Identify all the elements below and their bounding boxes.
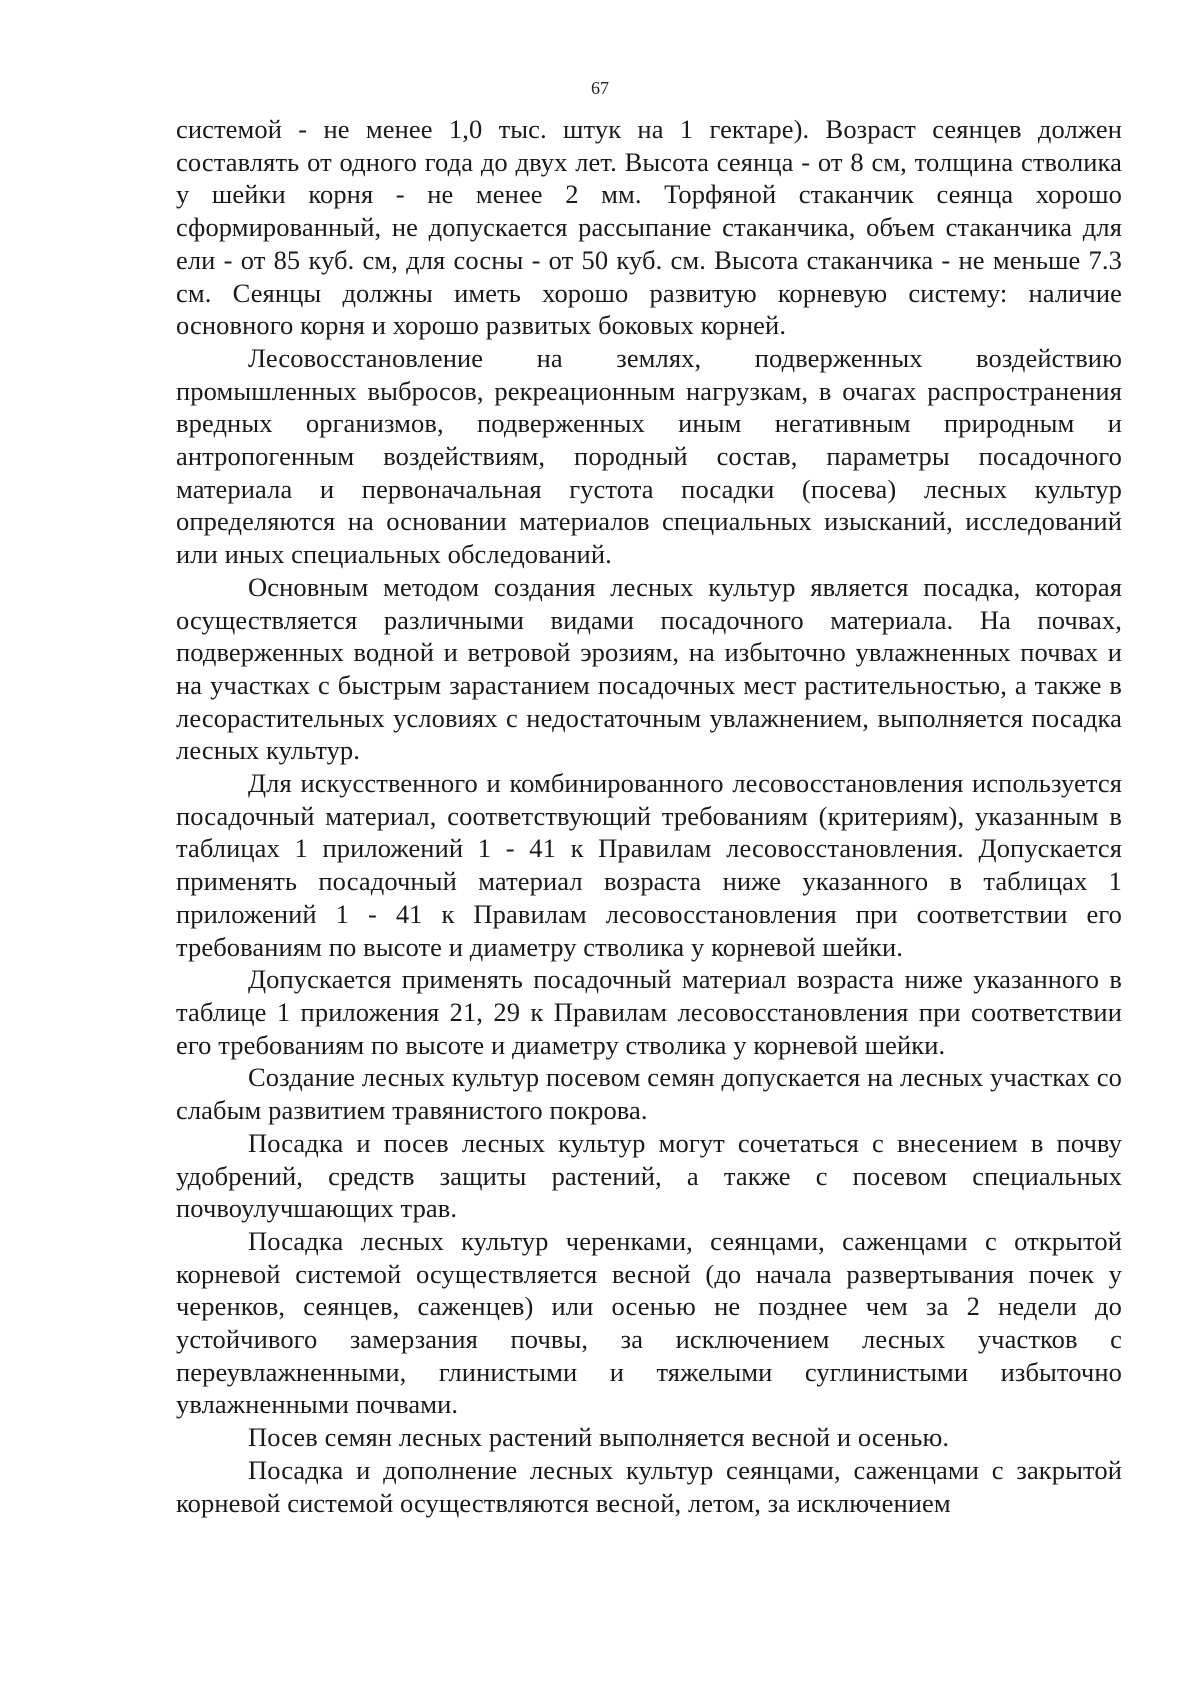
paragraph-7: Посадка и посев лесных культур могут сочетаться с внесением в почву удобрений, средств защиты растений, а также с посевом специальных почвоулучшающих трав. [176, 1127, 1122, 1224]
paragraph-3: Основным методом создания лесных культур является посадка, которая осуществляется различными видами посадочного материала. На почвах, подверженных водной и ветровой эрозиям, на избыточно увлажненных почвах и на участках с быстрым зарастанием посадочных мест растительностью, а также в лесорастительных условиях с недостаточным увлажнением, выполняется посадка лесных культур. [176, 571, 1122, 766]
paragraph-10: Посадка и дополнение лесных культур сеянцами, саженцами с закрытой корневой системой осуществляются весной, летом, за исключением [176, 1454, 1122, 1518]
paragraph-2: Лесовосстановление на землях, подверженных воздействию промышленных выбросов, рекреационным нагрузкам, в очагах распространения вредных организмов, подверженных иным негативным природным и антропогенным воздействиям, породный состав, параметры посадочного материала и первоначальная густота посадки (посева) лесных культур определяются на основании материалов специальных изысканий, исследований или иных специальных обследований. [176, 342, 1122, 570]
paragraph-5: Допускается применять посадочный материал возраста ниже указанного в таблице 1 приложения 21, 29 к Правилам лесовосстановления при соответствии его требованиям по высоте и диаметру стволика у корневой шейки. [176, 964, 1122, 1060]
document-body [176, 113, 1122, 1519]
paragraph-4: Для искусственного и комбинированного лесовосстановления используется посадочный материал, соответствующий требованиям (критериям), указанным в таблицах 1 приложений 1 - 41 к Правилам лесовосстановления. Допускается применять посадочный материал возраста ниже указанного в таблицах 1 приложений 1 - 41 к Правилам лесовосстановления при соответствии его требованиям по высоте и диаметру стволика у корневой шейки. [176, 768, 1122, 962]
paragraph-8: Посадка лесных культур черенками, сеянцами, саженцами с открытой корневой системой осуществляется весной (до начала развертывания почек у черенков, сеянцев, саженцев) или осенью не позднее чем за 2 недели до устойчивого замерзания почвы, за исключением лесных участков с переувлажненными, глинистыми и тяжелыми суглинистыми избыточно увлажненными почвами. [176, 1225, 1122, 1420]
page-number: 67 [591, 78, 609, 98]
paragraph-9: Посев семян лесных растений выполняется весной и осенью. [248, 1422, 950, 1453]
paragraph-6: Создание лесных культур посевом семян допускается на лесных участках со слабым развитием травянистого покрова. [176, 1062, 1122, 1126]
paragraph-1: системой - не менее 1,0 тыс. штук на 1 гектаре). Возраст сеянцев должен составлять от одного года до двух лет. Высота сеянца - от 8 см, толщина стволика у шейки корня - не менее 2 мм. Торфяной стаканчик сеянца хорошо сформированный, не допускается рассыпание стаканчика, объем стаканчика для ели - от 85 куб. см, для сосны - от 50 куб. см. Высота стаканчика - не меньше 7.3 см. Сеянцы должны иметь хорошо развитую корневую систему: наличие основного корня и хорошо развитых боковых корней. [176, 114, 1122, 341]
